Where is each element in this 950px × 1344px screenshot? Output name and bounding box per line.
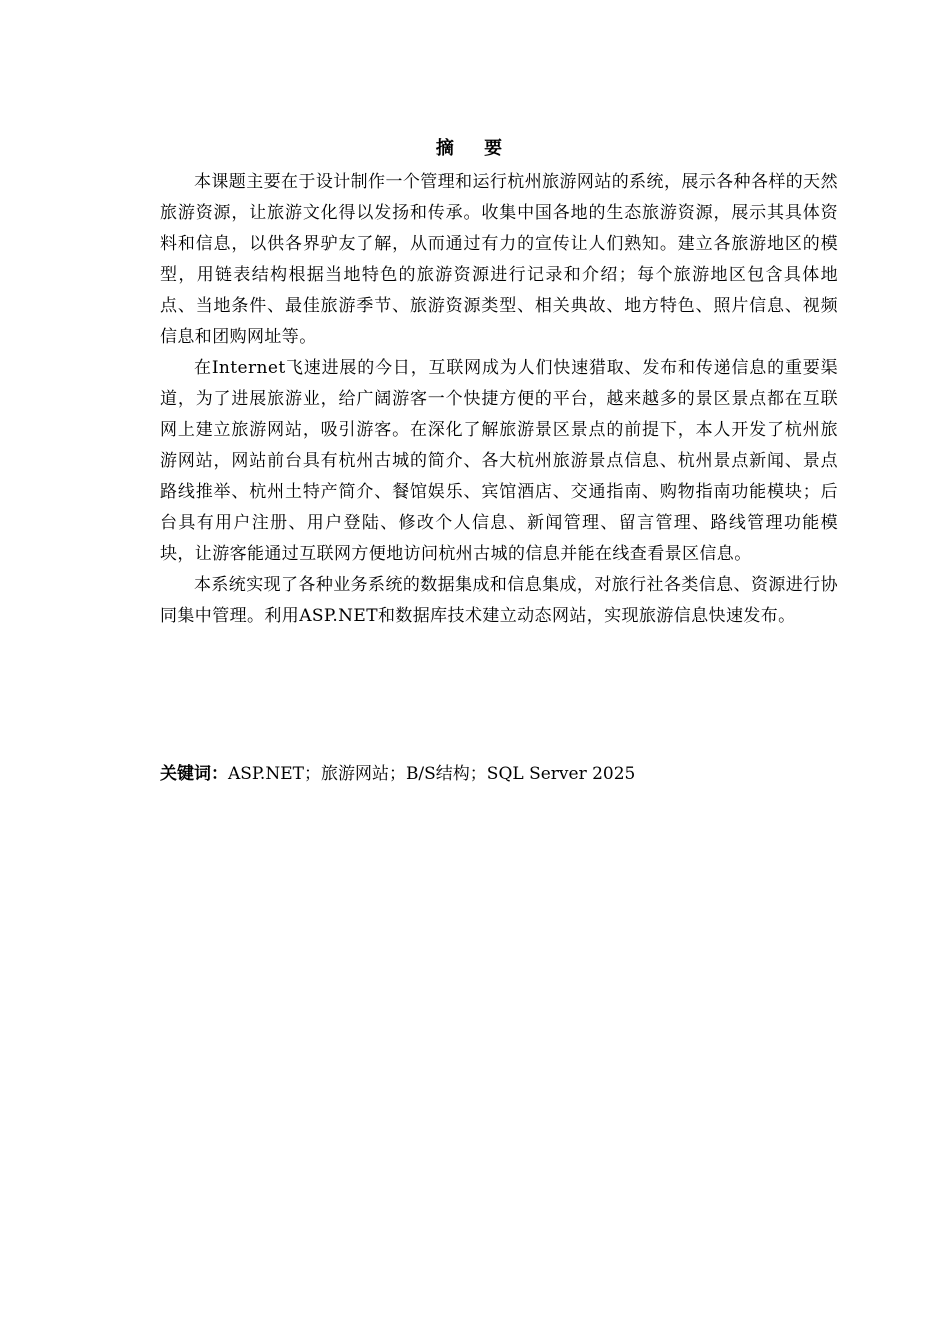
keywords-line — [160, 761, 838, 787]
abstract-paragraph-1: 本课题主要在于设计制作一个管理和运行杭州旅游网站的系统，展示各种各样的天然旅游资源，让旅游文化得以发扬和传承。收集中国各地的生态旅游资源，展示其具体资料和信息，以供各界驴友了解，从而通过有力的宣传让人们熟知。建立各旅游地区的模型，用链表结构根据当地特色的旅游资源进行记录和介绍；每个旅游地区包含具体地点、当地条件、最佳旅游季节、旅游资源类型、相关典故、地方特色、照片信息、视频信息和团购网址等。 — [160, 172, 838, 347]
abstract-title: 摘 要 — [435, 138, 515, 159]
abstract-paragraph-3: 本系统实现了各种业务系统的数据集成和信息集成，对旅行社各类信息、资源进行协同集中管理。利用ASP.NET和数据库技术建立动态网站，实现旅游信息快速发布。 — [160, 575, 838, 626]
abstract-body — [160, 167, 838, 632]
keywords-text: ASP.NET；旅游网站；B/S结构；SQL Server 2025 — [228, 764, 636, 784]
abstract-paragraph-2: 在Internet飞速进展的今日，互联网成为人们快速猎取、发布和传递信息的重要渠道，为了进展旅游业，给广阔游客一个快捷方便的平台，越来越多的景区景点都在互联网上建立旅游网站，吸引游客。在深化了解旅游景区景点的前提下，本人开发了杭州旅游网站，网站前台具有杭州古城的简介、各大杭州旅游景点信息、杭州景点新闻、景点路线推举、杭州土特产简介、餐馆娱乐、宾馆酒店、交通指南、购物指南功能模块；后台具有用户注册、用户登陆、修改个人信息、新闻管理、留言管理、路线管理功能模块，让游客能通过互联网方便地访问杭州古城的信息并能在线查看景区信息。 — [160, 358, 838, 564]
keywords-label: 关键词： — [160, 764, 228, 784]
